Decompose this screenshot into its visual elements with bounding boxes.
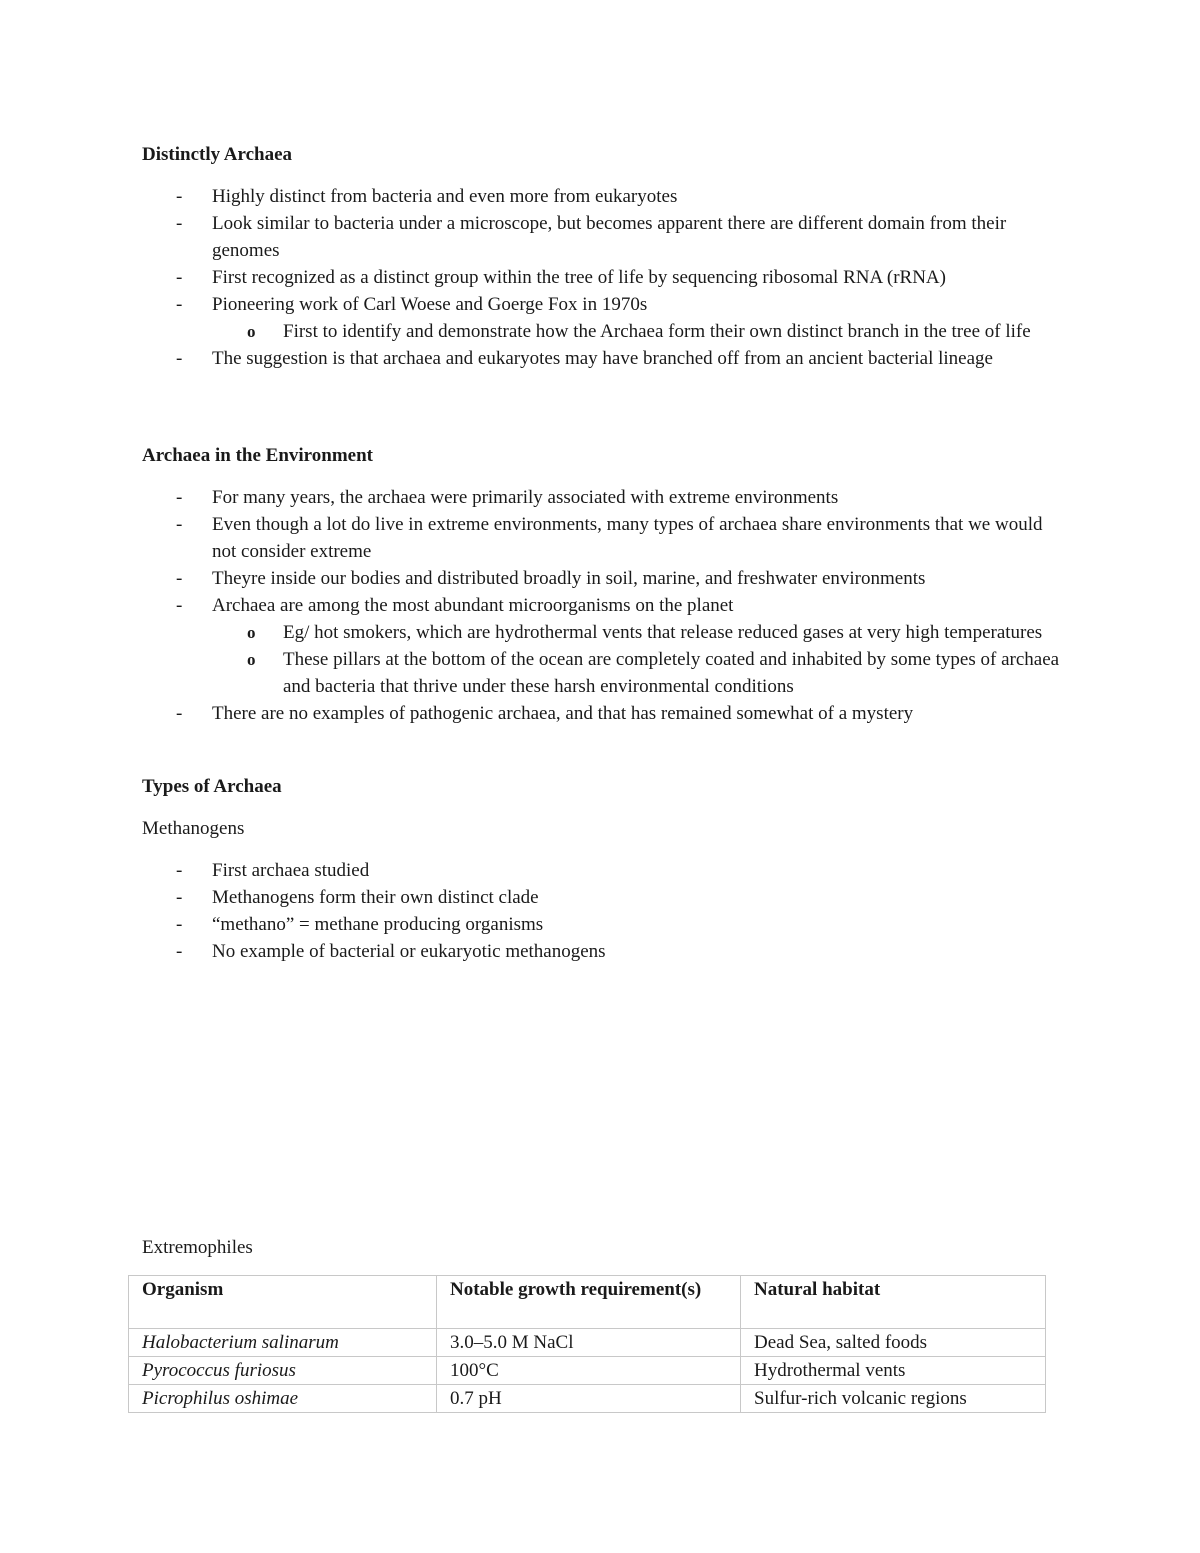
list-item: - Look similar to bacteria under a microscope, but becomes apparent there are different domain from their genomes <box>0 210 1060 264</box>
extremophiles-table-wrapper <box>128 1275 1046 1413</box>
habitat-cell: Sulfur-rich volcanic regions <box>741 1385 1046 1413</box>
table-row <box>129 1329 1046 1357</box>
list-item: - Archaea are among the most abundant microorganisms on the planet <box>0 592 1060 619</box>
table-header-row <box>129 1276 1046 1329</box>
circle-bullet: o <box>247 650 256 669</box>
dash-bullet: - <box>176 213 183 234</box>
list-item: - For many years, the archaea were primarily associated with extreme environments <box>0 484 1060 511</box>
list-item: - Highly distinct from bacteria and even more from eukaryotes <box>0 183 1060 210</box>
section-heading-distinctly-archaea: Distinctly Archaea <box>142 144 293 165</box>
dash-bullet: - <box>176 703 183 724</box>
section-heading-archaea-environment: Archaea in the Environment <box>142 445 373 466</box>
circle-bullet: o <box>247 322 256 341</box>
section-heading-types-of-archaea: Types of Archaea <box>142 776 282 797</box>
organism-cell: Halobacterium salinarum <box>129 1329 437 1357</box>
list-item: - “methano” = methane producing organisms <box>0 911 1060 938</box>
list-item: - First archaea studied <box>0 857 1060 884</box>
sub-list-item: o First to identify and demonstrate how the Archaea form their own distinct branch in the tree of life <box>0 318 1060 345</box>
dash-bullet: - <box>176 186 183 207</box>
habitat-cell: Hydrothermal vents <box>741 1357 1046 1385</box>
dash-bullet: - <box>176 595 183 616</box>
distinctly-archaea-list <box>0 183 1060 372</box>
dash-bullet: - <box>176 514 183 535</box>
organism-cell: Picrophilus oshimae <box>129 1385 437 1413</box>
header-growth-requirement: Notable growth requirement(s) <box>437 1276 741 1329</box>
extremophiles-table <box>128 1275 1046 1413</box>
table-row <box>129 1357 1046 1385</box>
growth-requirement-cell: 100°C <box>437 1357 741 1385</box>
sub-list-item: o Eg/ hot smokers, which are hydrothermal vents that release reduced gases at very high temperatures <box>0 619 1060 646</box>
dash-bullet: - <box>176 348 183 369</box>
dash-bullet: - <box>176 914 183 935</box>
list-item: - Theyre inside our bodies and distributed broadly in soil, marine, and freshwater environments <box>0 565 1060 592</box>
methanogens-list <box>0 857 1060 965</box>
circle-bullet: o <box>247 623 256 642</box>
header-natural-habitat: Natural habitat <box>741 1276 1046 1329</box>
list-item: - Even though a lot do live in extreme environments, many types of archaea share environments that we would not consider extreme <box>0 511 1060 565</box>
growth-requirement-cell: 3.0–5.0 M NaCl <box>437 1329 741 1357</box>
table-row <box>129 1385 1046 1413</box>
sub-list-item: o These pillars at the bottom of the ocean are completely coated and inhabited by some types of archaea and bacteria that thrive under these harsh environmental conditions <box>0 646 1060 700</box>
environment-list <box>0 484 1060 727</box>
dash-bullet: - <box>176 294 183 315</box>
extremophiles-label: Extremophiles <box>142 1237 253 1258</box>
dash-bullet: - <box>176 941 183 962</box>
dash-bullet: - <box>176 487 183 508</box>
list-item: - No example of bacterial or eukaryotic methanogens <box>0 938 1060 965</box>
dash-bullet: - <box>176 267 183 288</box>
list-item: - Methanogens form their own distinct clade <box>0 884 1060 911</box>
list-item: - There are no examples of pathogenic archaea, and that has remained somewhat of a mystery <box>0 700 1060 727</box>
list-item: - Pioneering work of Carl Woese and Goerge Fox in 1970s <box>0 291 1060 318</box>
methanogens-label: Methanogens <box>142 818 245 839</box>
header-organism: Organism <box>129 1276 437 1329</box>
dash-bullet: - <box>176 568 183 589</box>
habitat-cell: Dead Sea, salted foods <box>741 1329 1046 1357</box>
dash-bullet: - <box>176 860 183 881</box>
list-item: - First recognized as a distinct group within the tree of life by sequencing ribosomal RNA (rRNA) <box>0 264 1060 291</box>
organism-cell: Pyrococcus furiosus <box>129 1357 437 1385</box>
growth-requirement-cell: 0.7 pH <box>437 1385 741 1413</box>
dash-bullet: - <box>176 887 183 908</box>
list-item: - The suggestion is that archaea and eukaryotes may have branched off from an ancient bacterial lineage <box>0 345 1060 372</box>
